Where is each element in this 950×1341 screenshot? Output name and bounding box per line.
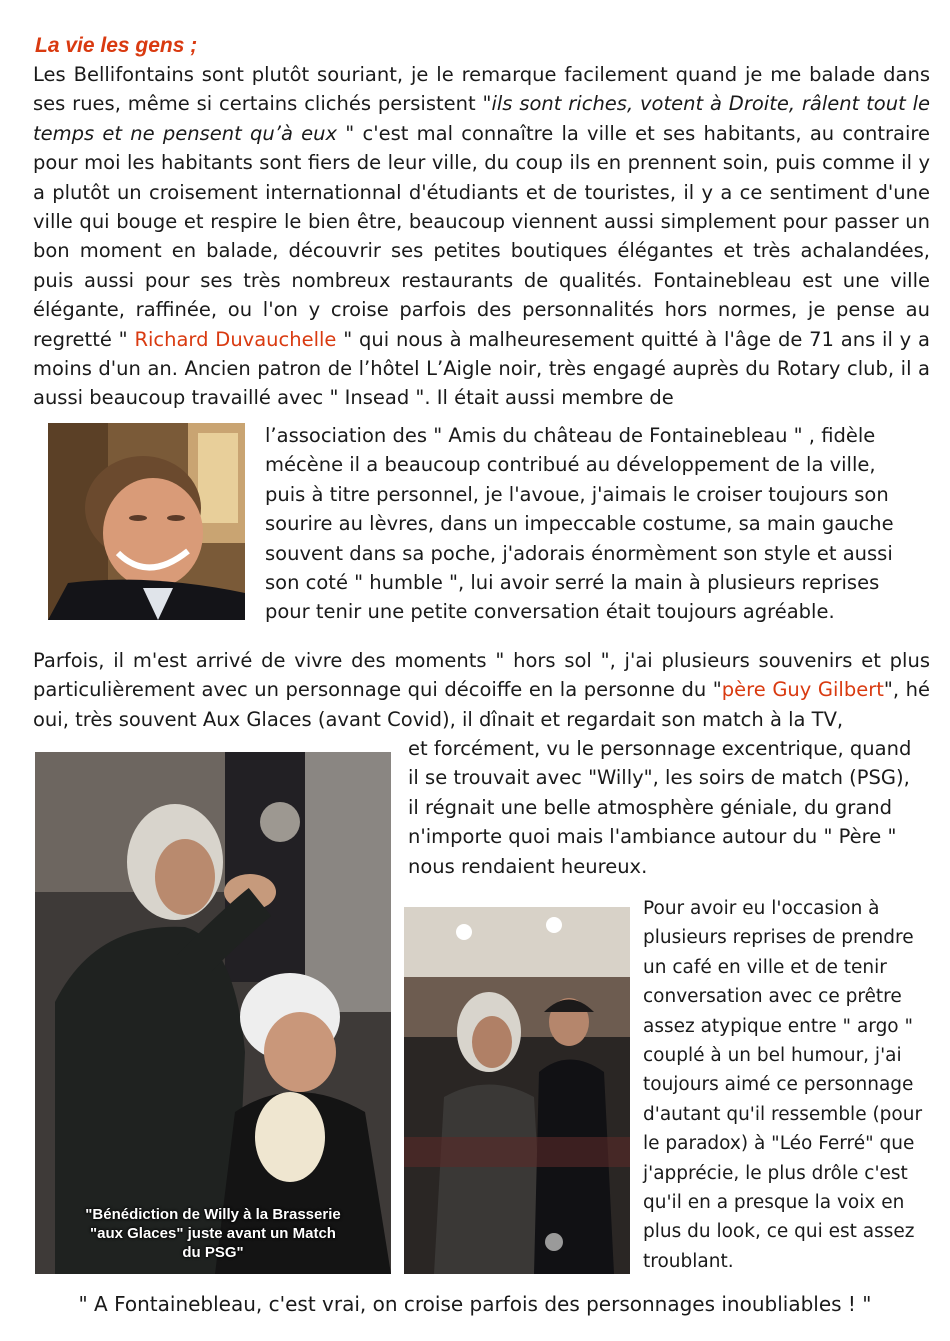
closing-quote: " A Fontainebleau, c'est vrai, on croise parfois des personnages inoubliables ! " — [78, 1292, 872, 1316]
wrap-line: puis à titre personnel, je l'avoue, j'aimais le croiser toujours son — [265, 482, 889, 506]
wrap-line: d'autant qu'il ressemble (pour — [643, 1103, 923, 1125]
wrap-line: il se trouvait avec "Willy", les soirs de match (PSG), — [408, 766, 910, 790]
paragraph-guy-gilbert — [33, 646, 930, 734]
paragraph-guy-gilbert-wrap — [408, 734, 933, 881]
wrap-line: pour tenir une petite conversation était toujours agréable. — [265, 600, 835, 624]
wrap-line: conversation avec ce prêtre — [643, 986, 902, 1008]
gilbert-text-c: ", hé oui, très souvent Aux Glaces (avant Covid), il dînait et regardait son match à la TV, — [33, 678, 930, 731]
intro-text-a: Les Bellifontains sont plutôt souriant, je le remarque facilement quand je me balade dans ses rues, même si certains clichés persistent " — [33, 63, 930, 116]
wrap-line: toujours aimé ce personnage — [643, 1074, 914, 1096]
caption-line: "aux Glaces" juste avant un Match — [90, 1225, 336, 1242]
wrap-line: Pour avoir eu l'occasion à — [643, 898, 880, 919]
wrap-line: sourire au lèvres, dans un impeccable costume, sa main gauche — [265, 512, 894, 536]
wrap-line: un café en ville et de tenir — [643, 956, 887, 978]
photo-guy-gilbert — [404, 907, 630, 1274]
paragraph-leo-ferre — [643, 894, 943, 1276]
wrap-line: le paradox) à "Léo Ferré" que — [643, 1133, 915, 1155]
wrap-line: qu'il en a presque la voix en — [643, 1192, 905, 1214]
gilbert-text-a: Parfois, il m'est arrivé de vivre des moments " hors sol ", j'ai plusieurs souvenirs et plus particulièrement avec un personnage qui décoiffe en la personne du " — [33, 649, 930, 702]
photo-caption — [35, 1205, 391, 1262]
wrap-line: assez atypique entre " argo " — [643, 1015, 914, 1037]
photo-benediction-willy — [35, 752, 391, 1274]
name-richard-duvauchelle: Richard Duvauchelle — [134, 327, 337, 351]
wrap-line: plusieurs reprises de prendre — [643, 927, 914, 949]
wrap-line: souvent dans sa poche, j'adorais énormèment son style et aussi — [265, 541, 893, 565]
wrap-line: et forcément, vu le personnage excentrique, quand — [408, 737, 912, 760]
wrap-line: plus du look, ce qui est assez — [643, 1221, 915, 1243]
wrap-line: couplé à un bel humour, j'ai — [643, 1045, 902, 1067]
caption-line: "Bénédiction de Willy à la Brasserie — [85, 1206, 341, 1223]
wrap-line: nous rendaient heureux. — [408, 854, 648, 878]
paragraph-intro-wrap — [265, 421, 933, 627]
paragraph-intro — [33, 60, 930, 413]
wrap-line: troublant. — [643, 1250, 734, 1272]
photo-richard-duvauchelle — [48, 423, 245, 620]
wrap-line: son coté " humble ", lui avoir serré la main à plusieurs reprises — [265, 571, 880, 595]
intro-text-c: " c'est mal connaître la ville et ses habitants, au contraire pour moi les habitants sont fiers de leur ville, du coup ils en prennent soin, puis comme il y a plutôt un croisement internationnal d'étudiants et de touristes, il y a ce sentiment d'une ville qui bouge et respire le bien être, beaucoup viennent aussi simplement pour passer un bon moment en balade, découvrir ses petites boutiques élégantes et très achalandées, puis aussi pour ses très nombreux restaurants de qualités. Fontainebleau est une ville élégante, raffinée, ou l'on y croise parfois des personnalités hors normes, je pense au regretté " — [33, 121, 931, 351]
wrap-line: j'apprécie, le plus drôle c'est — [643, 1162, 908, 1184]
name-guy-gilbert: père Guy Gilbert — [721, 678, 884, 702]
intro-text-e: " qui nous à malheuresement quitté à l'âge de 71 ans il y a moins d'un an. Ancien patron de l’hôtel L’Aigle noir, très engagé auprès du Rotary club, il a aussi beaucoup travaillé avec " Insead ". Il était aussi membre de — [33, 327, 930, 410]
caption-line: du PSG" — [182, 1244, 244, 1261]
wrap-line: n'importe quoi mais l'ambiance autour du " Père " — [408, 825, 897, 849]
section-heading: La vie les gens ; — [35, 34, 198, 57]
wrap-line: il régnait une belle atmosphère géniale, du grand — [408, 795, 893, 819]
wrap-line: l’association des " Amis du château de Fontainebleau " , fidèle — [265, 424, 876, 447]
wrap-line: mécène il a beaucoup contribué au développement de la ville, — [265, 453, 876, 477]
cliche-quote: ils sont riches, votent à Droite, râlent tout le temps et ne pensent qu’à eux — [33, 92, 931, 145]
